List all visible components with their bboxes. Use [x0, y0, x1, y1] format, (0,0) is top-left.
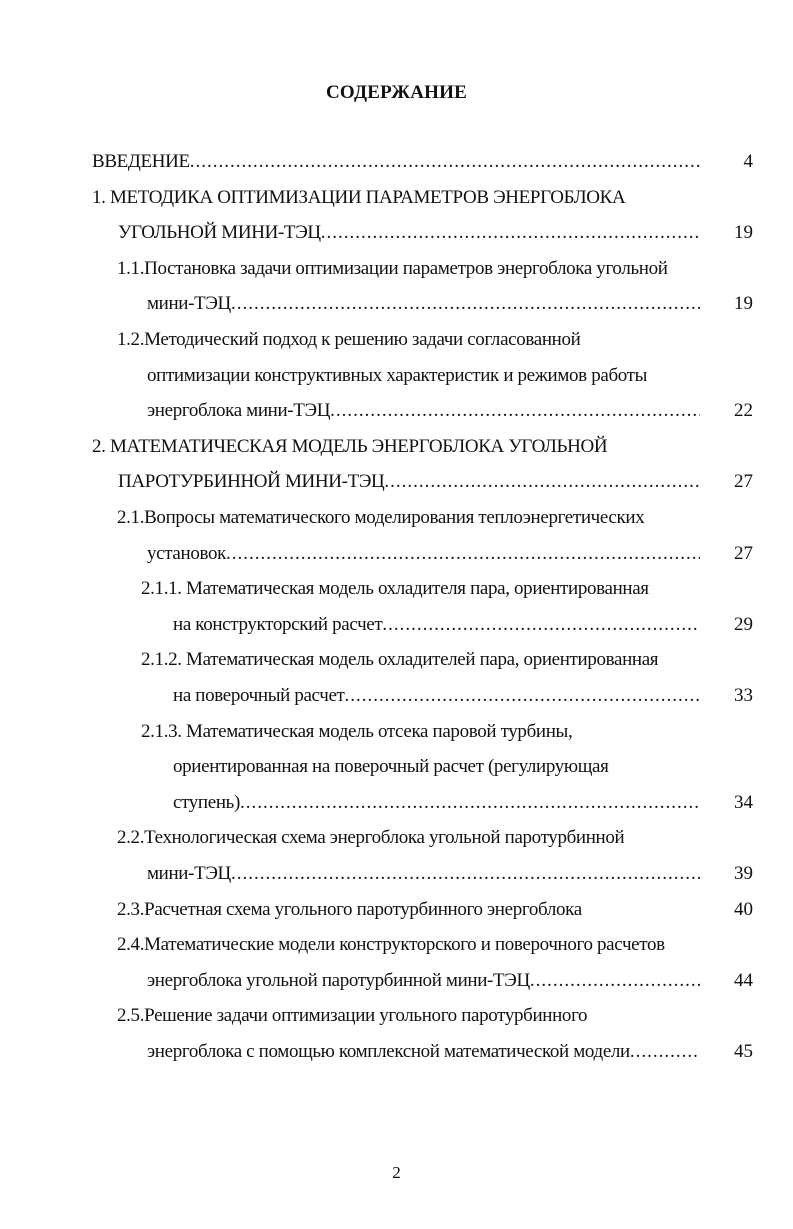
- toc-entry-line: [141, 578, 700, 604]
- toc-page-number: 29: [734, 614, 753, 635]
- toc-page-number: 33: [734, 685, 753, 706]
- dot-leader: [240, 792, 700, 814]
- toc-title: СОДЕРЖАНИЕ: [326, 82, 467, 103]
- toc-entry-line: [117, 258, 700, 284]
- toc-entry-line: [92, 436, 700, 462]
- dot-leader: [330, 400, 700, 422]
- toc-entry-text: 2.3.Расчетная схема угольного паротурбинного энергоблока: [117, 899, 582, 920]
- toc-page-number: 27: [734, 471, 753, 492]
- dot-leader: [231, 293, 700, 315]
- toc-entry-text: мини-ТЭЦ: [147, 293, 231, 314]
- toc-entry-line: [173, 756, 700, 782]
- toc-entry-text: УГОЛЬНОЙ МИНИ-ТЭЦ: [118, 222, 321, 243]
- toc-entry-line: [147, 970, 700, 996]
- toc-entry-line: [117, 329, 700, 355]
- toc-entry-line: [117, 934, 700, 960]
- toc-entry-line: [117, 827, 700, 853]
- toc-entry-text: мини-ТЭЦ: [147, 863, 231, 884]
- toc-entry-text: ориентированная на поверочный расчет (регулирующая: [173, 756, 609, 777]
- toc-entry-line: [141, 649, 700, 675]
- toc-entry-text: 2. МАТЕМАТИЧЕСКАЯ МОДЕЛЬ ЭНЕРГОБЛОКА УГОЛЬНОЙ: [92, 436, 608, 457]
- toc-page-number: 45: [734, 1041, 753, 1062]
- toc-entry-text: 2.2.Технологическая схема энергоблока угольной паротурбинной: [117, 827, 625, 848]
- toc-page-number: 22: [734, 400, 753, 421]
- toc-page-number: 27: [734, 543, 753, 564]
- toc-entry-line: [173, 614, 700, 640]
- toc-entry-line: [92, 151, 700, 177]
- toc-entry-text: энергоблока угольной паротурбинной мини-ТЭЦ: [147, 970, 530, 991]
- toc-entry-line: [147, 365, 700, 391]
- toc-entry-text: 2.1.2. Математическая модель охладителей пара, ориентированная: [141, 649, 659, 670]
- toc-entry-text: энергоблока с помощью комплексной математической модели: [147, 1041, 630, 1062]
- toc-entry-text: на поверочный расчет: [173, 685, 345, 706]
- dot-leader: [530, 970, 700, 992]
- toc-entry-text: 1.2.Методический подход к решению задачи согласованной: [117, 329, 581, 350]
- toc-entry-text: 2.1.Вопросы математического моделирования теплоэнергетических: [117, 507, 645, 528]
- toc-entry-text: 1.1.Постановка задачи оптимизации параметров энергоблока угольной: [117, 258, 668, 279]
- toc-page-number: 39: [734, 863, 753, 884]
- dot-leader: [321, 222, 700, 244]
- toc-entry-line: [118, 471, 700, 497]
- toc-entry-text: 2.1.1. Математическая модель охладителя пара, ориентированная: [141, 578, 649, 599]
- toc-page-number: 19: [734, 293, 753, 314]
- toc-page-number: 44: [734, 970, 753, 991]
- toc-entry-text: энергоблока мини-ТЭЦ: [147, 400, 331, 421]
- toc-entry-text: 1. МЕТОДИКА ОПТИМИЗАЦИИ ПАРАМЕТРОВ ЭНЕРГОБЛОКА: [92, 187, 626, 208]
- dot-leader: [231, 863, 700, 885]
- toc-entry-text: ступень): [173, 792, 240, 813]
- toc-entry-line: [147, 1041, 700, 1067]
- page-number: 2: [392, 1163, 401, 1182]
- toc-page-number: 40: [734, 899, 753, 920]
- toc-entry-line: [147, 293, 700, 319]
- toc-entry-line: [147, 400, 700, 426]
- dot-leader: [384, 471, 700, 493]
- toc-entry-text: установок: [147, 543, 226, 564]
- toc-entry-text: 2.4.Математические модели конструкторского и поверочного расчетов: [117, 934, 665, 955]
- toc-entry-line: [173, 792, 700, 818]
- toc-entry-text: оптимизации конструктивных характеристик и режимов работы: [147, 365, 648, 386]
- toc-entry-line: [147, 863, 700, 889]
- dot-leader: [630, 1041, 700, 1063]
- toc-entry-line: [141, 721, 700, 747]
- dot-leader: [190, 151, 700, 173]
- toc-entry-line: [173, 685, 700, 711]
- toc-page-number: 19: [734, 222, 753, 243]
- toc-entry-text: 2.5.Решение задачи оптимизации угольного паротурбинного: [117, 1005, 588, 1026]
- toc-page-number: 4: [743, 151, 753, 172]
- toc-entry-line: [117, 1005, 700, 1031]
- toc-entry-text: на конструкторский расчет: [173, 614, 383, 635]
- toc-entry-line: [117, 507, 700, 533]
- dot-leader: [345, 685, 700, 707]
- toc-entry-text: 2.1.3. Математическая модель отсека паровой турбины,: [141, 721, 573, 742]
- toc-entry-text: ПАРОТУРБИННОЙ МИНИ-ТЭЦ: [118, 471, 385, 492]
- dot-leader: [382, 614, 700, 636]
- toc-entry-line: [92, 187, 700, 213]
- toc-entry-line: [118, 222, 700, 248]
- toc-entry-text: ВВЕДЕНИЕ: [92, 151, 190, 172]
- dot-leader: [226, 543, 700, 565]
- toc-entry-line: [117, 899, 700, 925]
- toc-entry-line: [147, 543, 700, 569]
- toc-page-number: 34: [734, 792, 753, 813]
